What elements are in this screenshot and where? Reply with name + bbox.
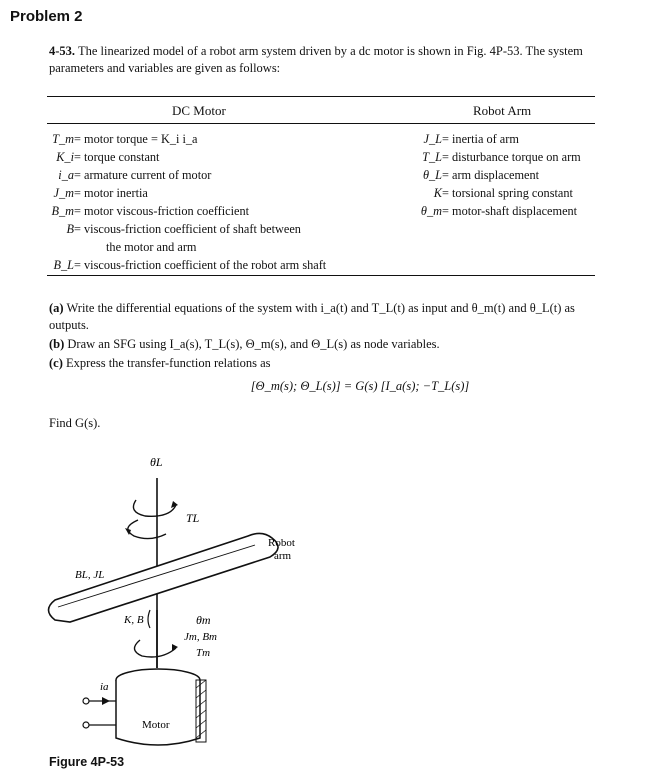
definition-text: = motor torque = K_i i_a — [74, 132, 198, 146]
label-robot-arm-1: Robot — [268, 537, 295, 549]
definition-row — [48, 166, 326, 184]
col-motor-title: DC Motor — [172, 103, 226, 118]
t-m-torque-arrow — [134, 640, 176, 657]
definition-row — [48, 238, 326, 256]
label-robot-arm-2: arm — [274, 550, 292, 562]
definition-text: = motor inertia — [74, 186, 148, 200]
question-a — [49, 300, 609, 334]
question-c-label: (c) — [49, 356, 63, 370]
definition-symbol: T_m — [52, 132, 74, 146]
definition-row — [416, 130, 581, 148]
spring-element — [148, 610, 150, 628]
definition-row — [48, 202, 326, 220]
definition-symbol: B — [66, 222, 74, 236]
question-a-label: (a) — [49, 301, 64, 315]
definition-symbol: J_m — [53, 186, 74, 200]
definition-row — [48, 148, 326, 166]
problem-number: 4-53. — [49, 44, 76, 58]
definition-symbol: B_m — [51, 204, 74, 218]
terminal-bottom — [83, 722, 89, 728]
definition-row — [416, 202, 581, 220]
definition-text: = viscous-friction coefficient of shaft between — [74, 222, 301, 236]
question-b — [49, 336, 609, 353]
table-top-rule — [47, 96, 595, 97]
figure-caption: Figure 4P-53 — [49, 755, 125, 769]
question-c-text: Express the transfer-function relations as — [66, 356, 271, 370]
page-header: Problem 2 — [10, 8, 83, 25]
definition-symbol: i_a — [58, 168, 74, 182]
definition-text: the motor and arm — [106, 240, 197, 254]
theta-l-rotation-arrow — [133, 500, 176, 516]
definition-symbol: K_i — [56, 150, 74, 164]
terminal-top — [83, 698, 89, 704]
label-ia: ia — [100, 681, 109, 693]
definition-symbol: T_L — [422, 150, 442, 164]
label-t-l: TL — [186, 511, 200, 525]
label-jm-bm: Jm, Bm — [184, 631, 217, 643]
robot-arm-figure — [0, 440, 672, 755]
definition-symbol: J_L — [423, 132, 442, 146]
definition-text: = disturbance torque on arm — [442, 150, 581, 164]
motor-body — [116, 680, 200, 745]
definition-symbol: θ_L — [422, 168, 442, 182]
label-motor: Motor — [142, 719, 170, 731]
label-t-m: Tm — [196, 647, 211, 659]
definition-row — [48, 184, 326, 202]
question-a-text: Write the differential equations of the system with i_a(t) and T_L(t) as input and θ_m(t) and θ_L(t) as outputs. — [49, 301, 575, 332]
definition-symbol — [48, 238, 74, 256]
definition-text: = motor-shaft displacement — [442, 204, 578, 218]
label-theta-l: θL — [150, 455, 163, 469]
arm-defs — [416, 130, 581, 220]
question-b-text: Draw an SFG using I_a(s), T_L(s), Θ_m(s), and Θ_L(s) as node variables. — [67, 337, 440, 351]
definition-text: = torque constant — [74, 150, 160, 164]
transfer-equation: [Θ_m(s); Θ_L(s)] = G(s) [I_a(s); −T_L(s)] — [250, 379, 470, 393]
definition-row — [48, 220, 326, 238]
definition-symbol: K — [433, 186, 442, 200]
question-b-label: (b) — [49, 337, 65, 351]
t-m-arrowhead — [172, 644, 178, 651]
table-bottom-rule — [47, 275, 595, 276]
label-k-b: K, B — [124, 614, 144, 626]
find-g: Find G(s). — [49, 416, 101, 430]
definition-text: = viscous-friction coefficient of the robot arm shaft — [74, 258, 327, 272]
problem-intro — [49, 43, 609, 77]
table-header-rule — [47, 123, 595, 124]
definition-text: = motor viscous-friction coefficient — [74, 204, 250, 218]
definition-row — [416, 166, 581, 184]
definition-row — [416, 184, 581, 202]
definition-symbol: θ_m — [420, 204, 442, 218]
definition-text: = torsional spring constant — [442, 186, 573, 200]
definition-text: = armature current of motor — [74, 168, 212, 182]
label-theta-m: θm — [196, 613, 211, 627]
definition-row — [48, 256, 326, 274]
definition-symbol: B_L — [53, 258, 74, 272]
col-arm-title: Robot Arm — [473, 103, 532, 118]
label-bl-jl: BL, JL — [75, 569, 105, 581]
ia-arrowhead — [102, 697, 110, 705]
definition-text: = arm displacement — [442, 168, 540, 182]
definition-row — [48, 130, 326, 148]
definition-row — [416, 148, 581, 166]
t-l-torque-arrow — [128, 520, 166, 539]
question-c — [49, 355, 609, 372]
definition-text: = inertia of arm — [442, 132, 519, 146]
problem-intro-text: The linearized model of a robot arm system driven by a dc motor is shown in Fig. 4P-53. The system parameters and variables are given as follows: — [49, 44, 583, 75]
motor-defs — [48, 130, 326, 274]
